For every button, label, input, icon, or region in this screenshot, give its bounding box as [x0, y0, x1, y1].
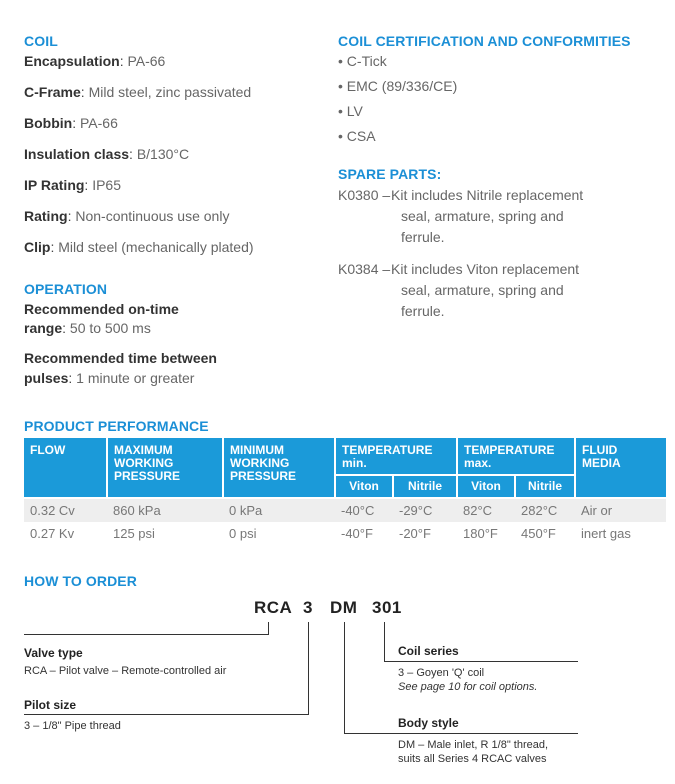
coil-spec-row: C-Frame: Mild steel, zinc passivated: [24, 84, 252, 100]
code-part-pilot: 3: [303, 598, 313, 617]
cell: 0 kPa: [223, 498, 335, 522]
cell: -29°C: [393, 498, 457, 522]
cell: -40°C: [335, 498, 393, 522]
operation-heading: OPERATION: [24, 281, 108, 297]
coil-spec-row: IP Rating: IP65: [24, 177, 122, 193]
pulse-time-value: pulses: 1 minute or greater: [24, 370, 195, 386]
cell: -20°F: [399, 526, 431, 541]
spare-parts-heading: SPARE PARTS:: [338, 166, 442, 182]
col-tmin-viton: Viton: [335, 475, 393, 498]
table-row: [24, 522, 666, 545]
coil-spec-row: Rating: Non-continuous use only: [24, 208, 230, 224]
connector-line: [384, 661, 578, 662]
code-part-coil: 301: [372, 598, 402, 617]
cell: inert gas: [581, 526, 631, 541]
cell: 282°C: [515, 498, 575, 522]
col-max-pressure: MAXIMUM WORKING PRESSURE: [107, 438, 223, 498]
coil-heading: COIL: [24, 33, 58, 49]
col-temp-max: TEMPERATURE max.: [457, 438, 575, 475]
cell: -40°F: [341, 526, 373, 541]
certification-item: • CSA: [338, 128, 376, 144]
order-heading: HOW TO ORDER: [24, 573, 137, 589]
body-style-label: Body style: [398, 716, 459, 730]
cell: 82°C: [457, 498, 515, 522]
coil-series-label: Coil series: [398, 644, 459, 658]
performance-table: [24, 438, 666, 545]
body-style-desc-1: DM – Male inlet, R 1/8" thread,: [398, 739, 549, 751]
col-tmin-nitrile: Nitrile: [393, 475, 457, 498]
cell: 450°F: [521, 526, 556, 541]
performance-heading: PRODUCT PERFORMANCE: [24, 418, 209, 434]
pulse-time-label: Recommended time between: [24, 350, 217, 366]
table-row: [24, 498, 666, 522]
col-min-pressure: MINIMUM WORKING PRESSURE: [223, 438, 335, 498]
connector-line: [308, 622, 309, 715]
connector-line: [384, 622, 385, 662]
pilot-size-desc: 3 – 1/8" Pipe thread: [24, 720, 121, 732]
col-temp-min: TEMPERATURE min.: [335, 438, 457, 475]
cell: Air or: [575, 498, 666, 522]
col-tmax-viton: Viton: [457, 475, 515, 498]
certification-item: • LV: [338, 103, 363, 119]
valve-type-label: Valve type: [24, 646, 83, 660]
connector-line: [24, 634, 269, 635]
on-time-range: range: 50 to 500 ms: [24, 320, 151, 336]
coil-series-desc: 3 – Goyen 'Q' coil: [398, 667, 485, 679]
coil-spec-row: Bobbin: PA-66: [24, 115, 118, 131]
code-part-body: DM: [330, 598, 358, 617]
connector-line: [24, 714, 309, 715]
connector-line: [344, 622, 345, 734]
cell: 0.27 Kv: [30, 526, 75, 541]
spare-part-item: K0384 – Kit includes Viton replacement seal, armature, spring and ferrule.: [338, 261, 580, 319]
coil-spec-row: Clip: Mild steel (mechanically plated): [24, 239, 254, 255]
cell: 860 kPa: [107, 498, 223, 522]
body-style-desc-2: suits all Series 4 RCAC valves: [398, 753, 547, 765]
certification-item: • C-Tick: [338, 53, 387, 69]
coil-spec-row: Encapsulation: PA-66: [24, 53, 166, 69]
col-flow: FLOW: [24, 438, 107, 498]
certification-item: • EMC (89/336/CE): [338, 78, 458, 94]
cell: 0 psi: [229, 526, 257, 541]
certification-heading: COIL CERTIFICATION AND CONFORMITIES: [338, 33, 631, 49]
coil-series-note: See page 10 for coil options.: [398, 681, 538, 693]
cell: 125 psi: [113, 526, 155, 541]
pilot-size-label: Pilot size: [24, 698, 77, 712]
cell: 0.32 Cv: [24, 498, 107, 522]
cell: 180°F: [463, 526, 498, 541]
col-fluid-media: FLUID MEDIA: [575, 438, 666, 498]
on-time-label: Recommended on-time: [24, 301, 179, 317]
spare-part-item: K0380 – Kit includes Nitrile replacement seal, armature, spring and ferrule.: [338, 187, 584, 245]
col-tmax-nitrile: Nitrile: [515, 475, 575, 498]
coil-spec-row: Insulation class: B/130°C: [24, 146, 190, 162]
valve-type-desc: RCA – Pilot valve – Remote-controlled air: [24, 665, 227, 677]
connector-line: [344, 733, 578, 734]
code-part-rca: RCA: [254, 598, 293, 617]
